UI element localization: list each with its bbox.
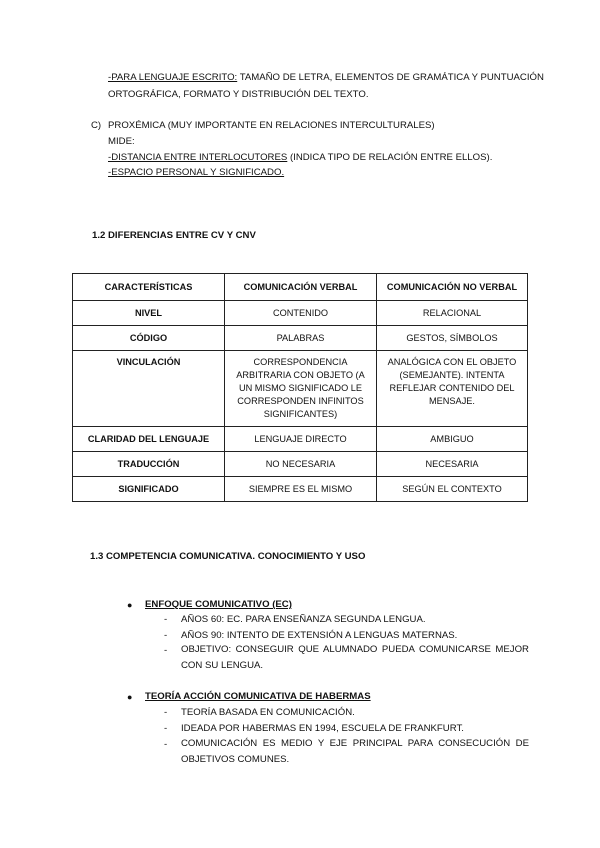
escrito-line-1 — [108, 72, 544, 83]
table-row-header: NIVEL — [73, 301, 225, 326]
table-cell: PALABRAS — [225, 326, 377, 351]
table-cell: SIEMPRE ES EL MISMO — [225, 477, 377, 502]
proxemica-mide: MIDE: — [108, 136, 135, 147]
table-row — [73, 326, 528, 351]
bullet-dot-icon: ● — [127, 692, 133, 702]
table-cell: GESTOS, SÍMBOLOS — [377, 326, 528, 351]
list-item: OBJETIVO: CONSEGUIR QUE ALUMNADO PUEDA COMUNICARSE MEJOR CON SU LENGUA. — [181, 644, 529, 671]
table-header-cell: COMUNICACIÓN VERBAL — [225, 274, 377, 301]
table-cell: CONTENIDO — [225, 301, 377, 326]
escrito-line-2: ORTOGRÁFICA, FORMATO Y DISTRIBUCIÓN DEL TEXTO. — [108, 89, 369, 100]
table-row-header: TRADUCCIÓN — [73, 452, 225, 477]
bullet-dot-icon: ● — [127, 600, 133, 610]
table-cell: RELACIONAL — [377, 301, 528, 326]
table-row-header: CLARIDAD DEL LENGUAJE — [73, 427, 225, 452]
table-header-cell: COMUNICACIÓN NO VERBAL — [377, 274, 528, 301]
table-row — [73, 452, 528, 477]
table-cell: CORRESPONDENCIA ARBITRARIA CON OBJETO (A UN MISMO SIGNIFICADO LE CORRESPONDEN INFINITOS SIGNIFICANTES) — [225, 351, 377, 427]
table-row — [73, 477, 528, 502]
proxemica-item-2-label: -ESPACIO PERSONAL Y SIGNIFICADO. — [108, 167, 285, 178]
table-cell: LENGUAJE DIRECTO — [225, 427, 377, 452]
list-item: COMUNICACIÓN ES MEDIO Y EJE PRINCIPAL PARA CONSECUCIÓN DE OBJETIVOS COMUNES. — [181, 738, 529, 765]
proxemica-item-1 — [108, 152, 492, 163]
proxemica-letter: C) — [91, 120, 102, 131]
list-item: TEORÍA BASADA EN COMUNICACIÓN. — [181, 707, 355, 718]
section-1-2-heading: 1.2 DIFERENCIAS ENTRE CV Y CNV — [92, 230, 256, 241]
dash-icon: - — [164, 707, 168, 718]
bullet-title-text: TEORÍA ACCIÓN COMUNICATIVA DE HABERMAS — [145, 691, 371, 702]
bullet-title-habermas — [145, 691, 371, 702]
dash-icon: - — [164, 614, 168, 625]
list-item: IDEADA POR HABERMAS EN 1994, ESCUELA DE FRANKFURT. — [181, 723, 464, 734]
escrito-text-1: TAMAÑO DE LETRA, ELEMENTOS DE GRAMÁTICA Y PUNTUACIÓN — [237, 72, 544, 83]
escrito-label: -PARA LENGUAJE ESCRITO: — [108, 72, 238, 83]
proxemica-item-1-text: (INDICA TIPO DE RELACIÓN ENTRE ELLOS). — [287, 152, 493, 163]
table-row — [73, 427, 528, 452]
table-cell: NECESARIA — [377, 452, 528, 477]
bullet-title-enfoque — [145, 599, 292, 610]
proxemica-item-1-label: -DISTANCIA ENTRE INTERLOCUTORES — [108, 152, 288, 163]
section-1-3-heading: 1.3 COMPETENCIA COMUNICATIVA. CONOCIMIENTO Y USO — [90, 551, 366, 562]
table-row — [73, 301, 528, 326]
list-item: AÑOS 60: EC. PARA ENSEÑANZA SEGUNDA LENGUA. — [181, 614, 426, 625]
table-cell: ANALÓGICA CON EL OBJETO (SEMEJANTE). INTENTA REFLEJAR CONTENIDO DEL MENSAJE. — [377, 351, 528, 427]
dash-icon: - — [164, 645, 168, 656]
proxemica-title: PROXÉMICA (MUY IMPORTANTE EN RELACIONES INTERCULTURALES) — [108, 120, 435, 131]
table-header-cell: CARACTERÍSTICAS — [73, 274, 225, 301]
table-cell: NO NECESARIA — [225, 452, 377, 477]
table-cell: SEGÚN EL CONTEXTO — [377, 477, 528, 502]
table-cell: AMBIGUO — [377, 427, 528, 452]
table-row — [73, 351, 528, 427]
table-header-row — [73, 274, 528, 301]
dash-icon: - — [164, 630, 168, 641]
proxemica-item-2 — [108, 167, 284, 178]
table-row-header: SIGNIFICADO — [73, 477, 225, 502]
dash-icon: - — [164, 739, 168, 750]
bullet-title-text: ENFOQUE COMUNICATIVO (EC) — [145, 599, 292, 610]
table-row-header: CÓDIGO — [73, 326, 225, 351]
dash-icon: - — [164, 723, 168, 734]
table-row-header: VINCULACIÓN — [73, 351, 225, 427]
list-item: AÑOS 90: INTENTO DE EXTENSIÓN A LENGUAS MATERNAS. — [181, 630, 458, 641]
comparison-table — [72, 273, 528, 502]
